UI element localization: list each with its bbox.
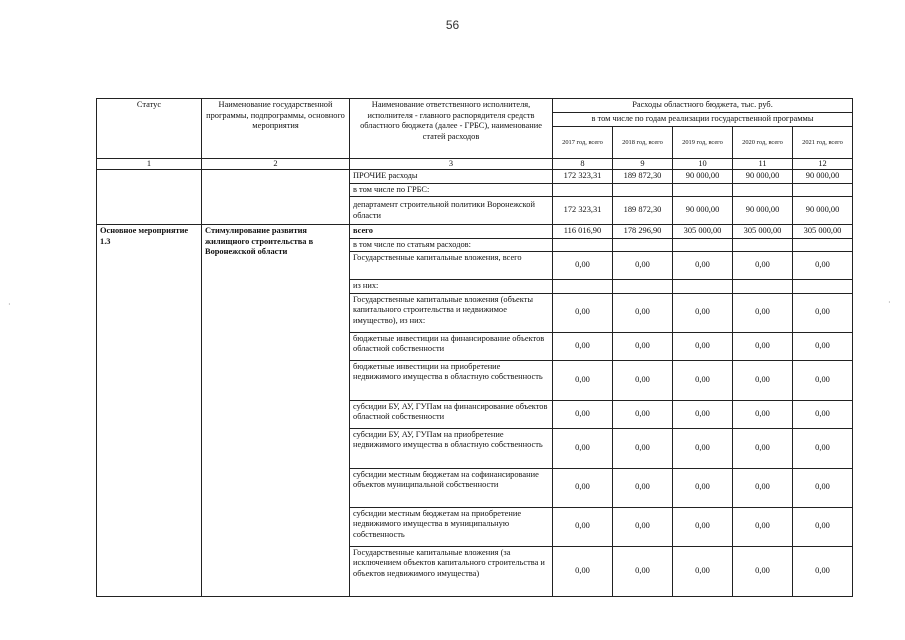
column-number: 8 [553,159,613,170]
row-label: субсидии местным бюджетам на софинансирование объектов муниципальной собственности [350,468,553,507]
value-2019: 0,00 [673,360,733,400]
row-label: субсидии БУ, АУ, ГУПам на приобретение недвижимого имущества в областную собственность [350,428,553,468]
event-status: Основное мероприятие 1.3 [97,225,202,597]
value-2019: 0,00 [673,332,733,360]
column-number: 2 [202,159,350,170]
value-2020: 0,00 [733,546,793,596]
value-2017: 172 323,31 [553,170,613,184]
column-number: 10 [673,159,733,170]
value-2018: 0,00 [613,507,673,546]
value-2020: 90 000,00 [733,197,793,225]
value-2018 [613,238,673,252]
value-2019: 0,00 [673,293,733,332]
value-2017: 0,00 [553,428,613,468]
value-2018 [613,183,673,197]
value-2017 [553,238,613,252]
row-label: бюджетные инвестиции на приобретение недвижимого имущества в областную собственность [350,360,553,400]
margin-tick-right: · [888,298,891,307]
value-2018: 0,00 [613,546,673,596]
value-2019: 305 000,00 [673,225,733,239]
value-2017: 0,00 [553,400,613,428]
value-2017: 0,00 [553,360,613,400]
row-label: Государственные капитальные вложения (объекты капитального строительства и недвижимое имущество), из них: [350,293,553,332]
value-2018: 0,00 [613,252,673,280]
value-2019: 0,00 [673,546,733,596]
column-number: 11 [733,159,793,170]
table-row [97,170,853,184]
value-2020: 0,00 [733,332,793,360]
empty-status-cell [97,197,202,225]
value-2021 [793,280,853,294]
value-2021: 0,00 [793,428,853,468]
row-label: Государственные капитальные вложения (за исключением объектов капитального строительства и объектов недвижимого имущества) [350,546,553,596]
value-2020: 305 000,00 [733,225,793,239]
empty-status-cell [97,170,202,184]
value-2017: 116 016,90 [553,225,613,239]
value-2017: 0,00 [553,507,613,546]
value-2017: 0,00 [553,332,613,360]
empty-name-cell [202,170,350,184]
column-numbers-row [97,159,853,170]
value-2019: 0,00 [673,400,733,428]
row-label: Государственные капитальные вложения, всего [350,252,553,280]
value-2017: 0,00 [553,546,613,596]
value-2020 [733,280,793,294]
value-2018: 0,00 [613,468,673,507]
row-label: в том числе по статьям расходов: [350,238,553,252]
value-2018: 0,00 [613,428,673,468]
header-by-years: в том числе по годам реализации государственной программы [553,113,853,127]
value-2020 [733,183,793,197]
table-row [97,225,853,239]
value-2021: 0,00 [793,400,853,428]
header-year-2018: 2018 год, всего [613,127,673,159]
header-year-2021: 2021 год, всего [793,127,853,159]
value-2021: 90 000,00 [793,197,853,225]
value-2020: 0,00 [733,468,793,507]
value-2018: 189 872,30 [613,197,673,225]
value-2020: 90 000,00 [733,170,793,184]
header-year-2019: 2019 год, всего [673,127,733,159]
column-number: 12 [793,159,853,170]
value-2017 [553,183,613,197]
value-2019 [673,183,733,197]
value-2018: 0,00 [613,332,673,360]
row-label: всего [350,225,553,239]
value-2018 [613,280,673,294]
column-number: 3 [350,159,553,170]
margin-tick-left: · [8,300,11,309]
row-label: субсидии местным бюджетам на приобретение недвижимого имущества в муниципальную собственность [350,507,553,546]
budget-table [96,98,853,597]
row-label: департамент строительной политики Воронежской области [350,197,553,225]
value-2019 [673,238,733,252]
value-2021: 0,00 [793,252,853,280]
value-2018: 0,00 [613,360,673,400]
value-2018: 178 296,90 [613,225,673,239]
value-2020: 0,00 [733,293,793,332]
value-2021: 0,00 [793,507,853,546]
value-2018: 0,00 [613,293,673,332]
value-2017: 172 323,31 [553,197,613,225]
header-year-2020: 2020 год, всего [733,127,793,159]
row-label: ПРОЧИЕ расходы [350,170,553,184]
value-2020 [733,238,793,252]
value-2019: 0,00 [673,468,733,507]
value-2020: 0,00 [733,360,793,400]
value-2019: 0,00 [673,428,733,468]
empty-status-cell [97,183,202,197]
column-number: 1 [97,159,202,170]
value-2019: 90 000,00 [673,197,733,225]
value-2017: 0,00 [553,252,613,280]
value-2019: 0,00 [673,252,733,280]
value-2018: 189 872,30 [613,170,673,184]
value-2017: 0,00 [553,468,613,507]
value-2020: 0,00 [733,400,793,428]
header-expenses: Расходы областного бюджета, тыс. руб. [553,99,853,113]
value-2021: 0,00 [793,332,853,360]
value-2021: 0,00 [793,546,853,596]
value-2020: 0,00 [733,252,793,280]
value-2021: 0,00 [793,293,853,332]
value-2018: 0,00 [613,400,673,428]
header-year-2017: 2017 год, всего [553,127,613,159]
header-program-name: Наименование государственной программы, подпрограммы, основного мероприятия [202,99,350,159]
value-2020: 0,00 [733,428,793,468]
value-2021: 0,00 [793,360,853,400]
value-2021 [793,238,853,252]
header-status: Статус [97,99,202,159]
empty-name-cell [202,197,350,225]
header-executor: Наименование ответственного исполнителя, исполнителя - главного распорядителя средств областного бюджета (далее - ГРБС), наименование статей расходов [350,99,553,159]
value-2019: 0,00 [673,507,733,546]
column-number: 9 [613,159,673,170]
value-2021: 90 000,00 [793,170,853,184]
value-2021: 305 000,00 [793,225,853,239]
value-2017: 0,00 [553,293,613,332]
value-2019: 90 000,00 [673,170,733,184]
table-row [97,197,853,225]
event-name: Стимулирование развития жилищного строительства в Воронежской области [202,225,350,597]
value-2020: 0,00 [733,507,793,546]
empty-name-cell [202,183,350,197]
row-label: из них: [350,280,553,294]
value-2021: 0,00 [793,468,853,507]
row-label: в том числе по ГРБС: [350,183,553,197]
table-row [97,183,853,197]
value-2021 [793,183,853,197]
value-2017 [553,280,613,294]
page-number: 56 [445,18,460,32]
row-label: субсидии БУ, АУ, ГУПам на финансирование объектов областной собственности [350,400,553,428]
value-2019 [673,280,733,294]
row-label: бюджетные инвестиции на финансирование объектов областной собственности [350,332,553,360]
